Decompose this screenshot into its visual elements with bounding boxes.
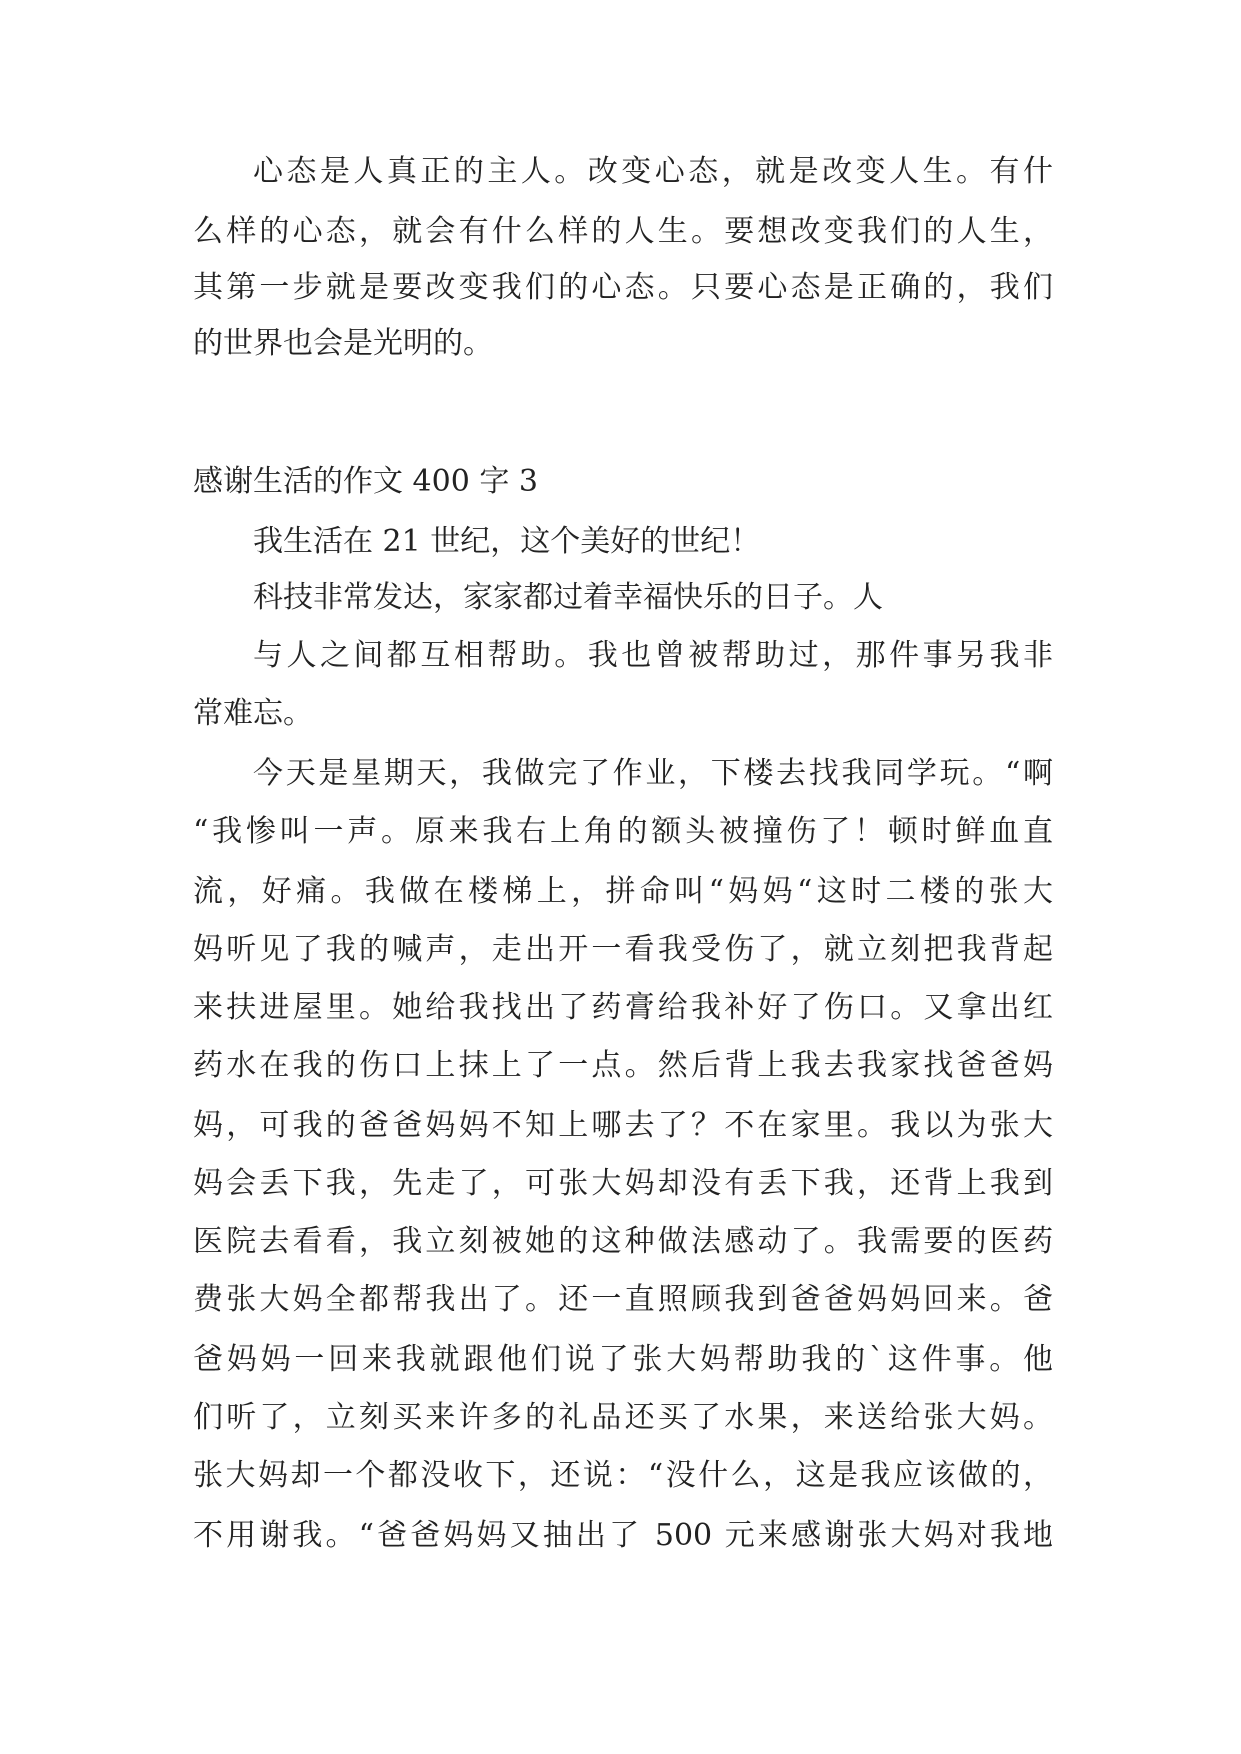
section-title: 感谢生活的作文 400 字 3 <box>193 464 538 499</box>
paragraph-5-line-11: 爸妈妈一回来我就跟他们说了张大妈帮助我的`这件事。他 <box>193 1342 1053 1377</box>
paragraph-5-line-9: 医院去看看，我立刻被她的这种做法感动了。我需要的医药 <box>193 1224 1053 1259</box>
paragraph-1-line-2: 么样的心态，就会有什么样的人生。要想改变我们的人生， <box>193 214 1053 249</box>
paragraph-5-line-2: “我惨叫一声。原来我右上角的额头被撞伤了！顿时鲜血直 <box>193 814 1053 849</box>
paragraph-1-line-3: 其第一步就是要改变我们的心态。只要心态是正确的，我们 <box>193 270 1053 305</box>
paragraph-4-line-2: 常难忘。 <box>193 696 313 731</box>
paragraph-4-line-1: 与人之间都互相帮助。我也曾被帮助过，那件事另我非 <box>253 638 1053 673</box>
paragraph-5-line-7: 妈，可我的爸爸妈妈不知上哪去了？不在家里。我以为张大 <box>193 1108 1053 1143</box>
paragraph-5-line-6: 药水在我的伤口上抹上了一点。然后背上我去我家找爸爸妈 <box>193 1048 1053 1083</box>
paragraph-5-line-13: 张大妈却一个都没收下，还说：“没什么，这是我应该做的， <box>193 1458 1053 1493</box>
paragraph-5-line-5: 来扶进屋里。她给我找出了药膏给我补好了伤口。又拿出红 <box>193 990 1053 1025</box>
paragraph-5-line-8: 妈会丢下我，先走了，可张大妈却没有丢下我，还背上我到 <box>193 1166 1053 1201</box>
paragraph-1-line-4: 的世界也会是光明的。 <box>193 326 493 361</box>
paragraph-5-line-10: 费张大妈全都帮我出了。还一直照顾我到爸爸妈妈回来。爸 <box>193 1282 1053 1317</box>
paragraph-5-line-3: 流，好痛。我做在楼梯上，拼命叫“妈妈“这时二楼的张大 <box>193 874 1053 909</box>
paragraph-3-line-1: 科技非常发达，家家都过着幸福快乐的日子。人 <box>253 580 883 615</box>
paragraph-5-line-1: 今天是星期天，我做完了作业，下楼去找我同学玩。“啊 <box>253 756 1053 791</box>
paragraph-1-line-1: 心态是人真正的主人。改变心态，就是改变人生。有什 <box>253 154 1053 189</box>
paragraph-2-line-1: 我生活在 21 世纪，这个美好的世纪！ <box>253 524 761 559</box>
paragraph-5-line-14: 不用谢我。“爸爸妈妈又抽出了 500 元来感谢张大妈对我地 <box>193 1518 1053 1553</box>
paragraph-5-line-4: 妈听见了我的喊声，走出开一看我受伤了，就立刻把我背起 <box>193 932 1053 967</box>
paragraph-5-line-12: 们听了，立刻买来许多的礼品还买了水果，来送给张大妈。 <box>193 1400 1053 1435</box>
